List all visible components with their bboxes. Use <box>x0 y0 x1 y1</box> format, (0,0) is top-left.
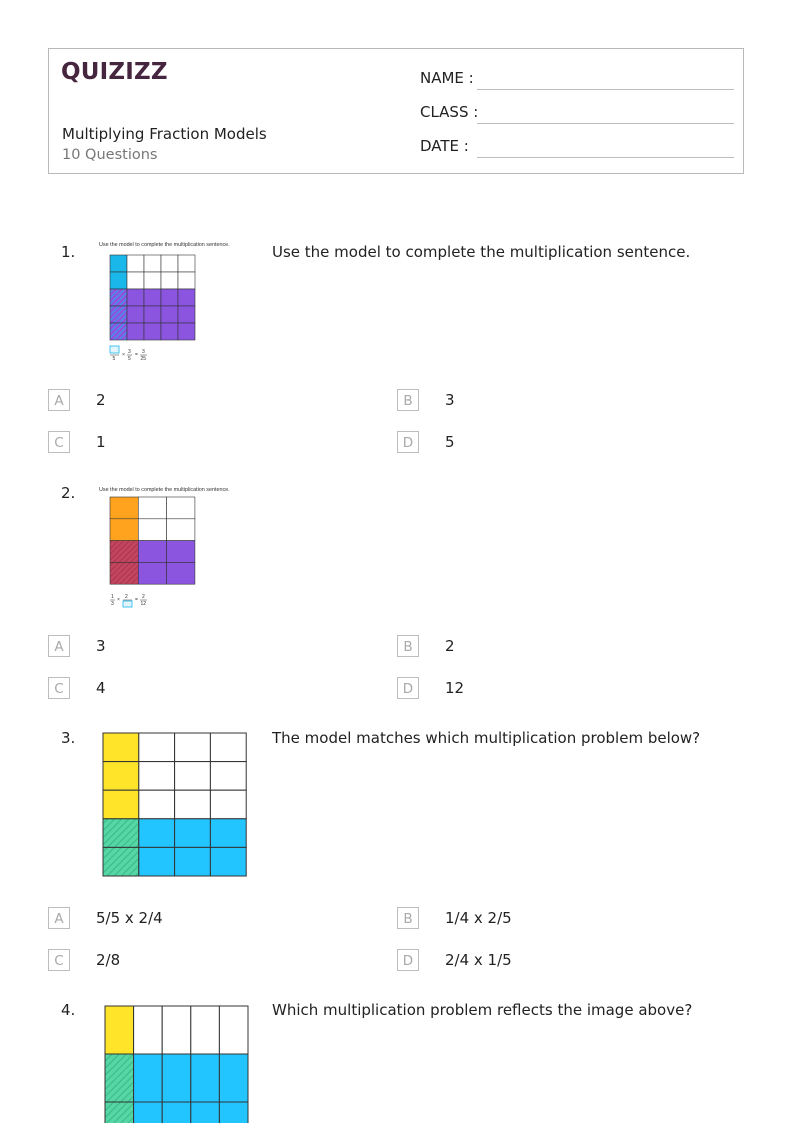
option-letter: C <box>48 949 70 971</box>
class-line[interactable] <box>477 123 734 124</box>
question-3-image <box>102 732 248 882</box>
model-cell <box>178 323 195 340</box>
image-caption: Use the model to complete the multiplication sentence. <box>99 242 230 248</box>
model-cell <box>219 1054 248 1102</box>
model-cell <box>110 272 127 289</box>
model-cell <box>167 497 195 519</box>
question-2-image <box>96 483 256 613</box>
times-sign: × <box>122 352 125 358</box>
model-cell <box>144 255 161 272</box>
option-letter: C <box>48 677 70 699</box>
model-cell <box>162 1054 191 1102</box>
model-cell <box>105 1054 134 1102</box>
quizizz-logo: QUIZIZZ <box>61 59 168 85</box>
model-cell <box>110 541 138 563</box>
model-cell <box>210 790 246 819</box>
model-cell <box>110 323 127 340</box>
model-cell <box>103 847 139 876</box>
option-letter: B <box>397 635 419 657</box>
model-cell <box>138 519 166 541</box>
option-text: 2/8 <box>96 951 121 969</box>
model-cell <box>110 562 138 584</box>
model-cell <box>175 762 211 791</box>
question-text: Use the model to complete the multiplication sentence. <box>272 243 691 261</box>
class-label: CLASS : <box>420 103 479 121</box>
model-cell <box>178 272 195 289</box>
option-letter: A <box>48 635 70 657</box>
model-cell <box>127 289 144 306</box>
model-cell <box>219 1006 248 1054</box>
fraction-a-num: 1 <box>111 594 114 600</box>
option-text: 3 <box>445 391 455 409</box>
option-letter: D <box>397 677 419 699</box>
class-field[interactable] <box>420 100 734 124</box>
fraction-r-num: 3 <box>142 349 145 355</box>
option-letter: D <box>397 949 419 971</box>
model-cell <box>175 847 211 876</box>
option-letter: D <box>397 431 419 453</box>
option-text: 2/4 x 1/5 <box>445 951 512 969</box>
option-letter: A <box>48 389 70 411</box>
model-cell <box>161 272 178 289</box>
model-cell <box>139 762 175 791</box>
model-cell <box>103 790 139 819</box>
model-cell <box>138 541 166 563</box>
question-text: Which multiplication problem reflects the image above? <box>272 1001 693 1019</box>
model-cell <box>175 790 211 819</box>
fraction-r-den: 12 <box>140 601 147 607</box>
model-cell <box>110 519 138 541</box>
model-cell <box>210 819 246 848</box>
model-cell <box>127 306 144 323</box>
model-cell <box>105 1102 134 1123</box>
model-cell <box>134 1006 163 1054</box>
fraction-b-num: 2 <box>125 594 128 600</box>
model-cell <box>127 255 144 272</box>
model-cell <box>127 323 144 340</box>
model-cell <box>103 733 139 762</box>
fraction-b-num: 3 <box>128 349 131 355</box>
model-cell <box>110 497 138 519</box>
model-cell <box>191 1006 220 1054</box>
model-cell <box>110 255 127 272</box>
model-cell <box>144 289 161 306</box>
name-line[interactable] <box>477 89 734 90</box>
question-1-image <box>96 238 256 370</box>
option-text: 12 <box>445 679 465 697</box>
model-cell <box>175 733 211 762</box>
model-cell <box>105 1006 134 1054</box>
model-cell <box>144 306 161 323</box>
question-number: 2. <box>61 484 76 502</box>
option-letter: B <box>397 389 419 411</box>
question-text: The model matches which multiplication problem below? <box>272 729 701 747</box>
model-cell <box>127 272 144 289</box>
model-cell <box>178 306 195 323</box>
model-cell <box>138 497 166 519</box>
date-line[interactable] <box>477 157 734 158</box>
model-cell <box>191 1102 220 1123</box>
model-cell <box>162 1102 191 1123</box>
model-cell <box>178 255 195 272</box>
option-text: 5 <box>445 433 455 451</box>
question-number: 4. <box>61 1001 76 1019</box>
fraction-a-den: 3 <box>111 601 114 607</box>
fraction-r-den: 25 <box>140 356 147 362</box>
option-letter: B <box>397 907 419 929</box>
model-cell <box>103 762 139 791</box>
option-text: 2 <box>96 391 106 409</box>
model-cell <box>161 255 178 272</box>
model-cell <box>175 819 211 848</box>
model-cell <box>161 323 178 340</box>
name-field[interactable] <box>420 66 734 90</box>
model-cell <box>219 1102 248 1123</box>
model-cell <box>134 1102 163 1123</box>
question-number: 3. <box>61 729 76 747</box>
date-label: DATE : <box>420 137 469 155</box>
option-text: 2 <box>445 637 455 655</box>
option-text: 5/5 x 2/4 <box>96 909 163 927</box>
equals-sign: = <box>135 597 138 603</box>
model-cell <box>110 306 127 323</box>
model-cell <box>167 562 195 584</box>
model-cell <box>167 519 195 541</box>
fraction-a-den: 5 <box>112 356 116 362</box>
model-cell <box>162 1006 191 1054</box>
model-cell <box>178 289 195 306</box>
model-cell <box>144 272 161 289</box>
model-cell <box>138 562 166 584</box>
question-count: 10 Questions <box>62 147 158 163</box>
worksheet-title: Multiplying Fraction Models <box>62 125 267 143</box>
model-cell <box>210 847 246 876</box>
model-cell <box>139 819 175 848</box>
image-caption: Use the model to complete the multiplication sentence. <box>99 487 230 493</box>
model-cell <box>191 1054 220 1102</box>
model-cell <box>134 1054 163 1102</box>
equals-sign: = <box>135 352 138 358</box>
date-field[interactable] <box>420 134 734 158</box>
model-cell <box>144 323 161 340</box>
answer-blank <box>110 346 119 353</box>
option-text: 1/4 x 2/5 <box>445 909 512 927</box>
name-label: NAME : <box>420 69 474 87</box>
option-text: 4 <box>96 679 106 697</box>
fraction-b-den: 5 <box>128 356 131 362</box>
option-text: 1 <box>96 433 106 451</box>
answer-blank <box>123 601 132 607</box>
model-cell <box>110 289 127 306</box>
model-cell <box>139 847 175 876</box>
model-cell <box>139 733 175 762</box>
model-cell <box>139 790 175 819</box>
question-4-image <box>104 1005 250 1127</box>
option-text: 3 <box>96 637 106 655</box>
option-letter: C <box>48 431 70 453</box>
option-letter: A <box>48 907 70 929</box>
times-sign: × <box>117 597 120 603</box>
model-cell <box>210 733 246 762</box>
worksheet-header <box>48 48 744 174</box>
fraction-r-num: 2 <box>142 594 145 600</box>
model-cell <box>161 306 178 323</box>
model-cell <box>103 819 139 848</box>
question-number: 1. <box>61 243 76 261</box>
model-cell <box>167 541 195 563</box>
model-cell <box>210 762 246 791</box>
model-cell <box>161 289 178 306</box>
